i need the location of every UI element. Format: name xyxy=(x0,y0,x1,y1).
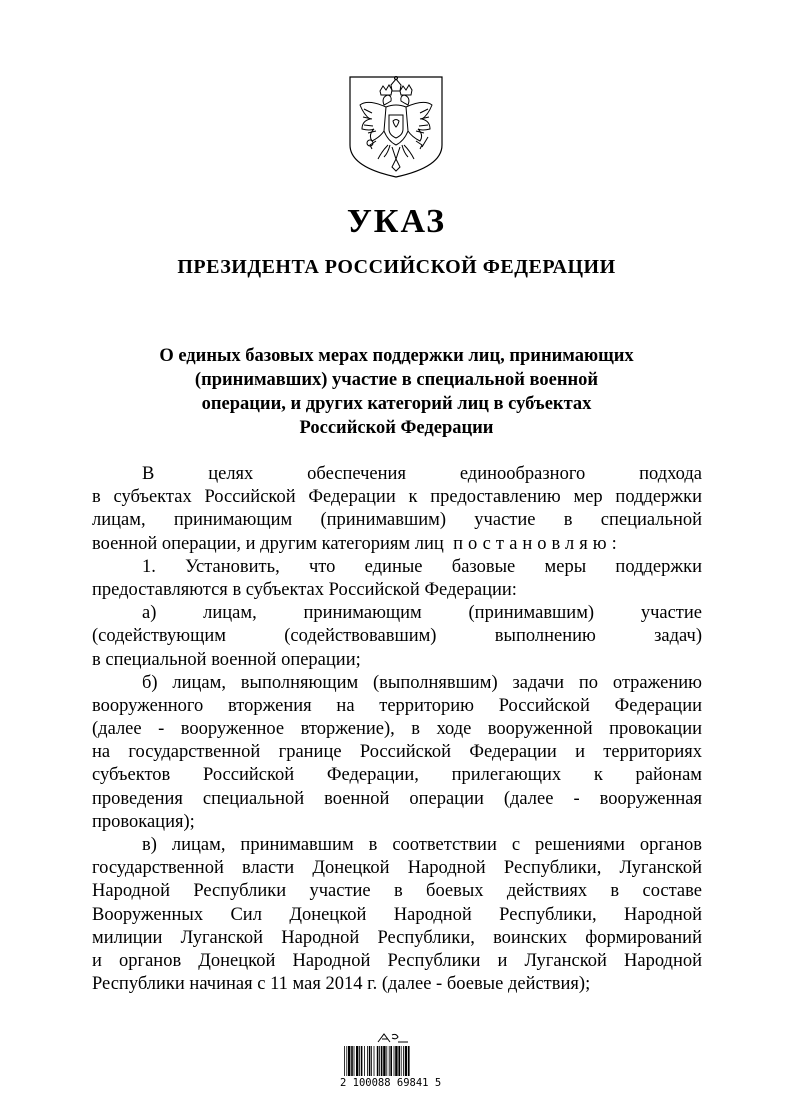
body-line: Вооруженных Сил Донецкой Народной Республики, Народной xyxy=(92,904,702,925)
document-title: УКАЗ xyxy=(346,203,447,240)
printer-logo-icon xyxy=(368,1032,414,1044)
body-line: (далее - вооруженное вторжение), в ходе вооруженной провокации xyxy=(92,719,702,740)
document-subtitle: ПРЕЗИДЕНТА РОССИЙСКОЙ ФЕДЕРАЦИИ xyxy=(177,256,616,278)
coat-of-arms-emblem xyxy=(348,75,444,179)
body-line: государственной власти Донецкой Народной Республики, Луганской xyxy=(92,858,702,879)
body-line: предоставляются в субъектах Российской Федерации: xyxy=(92,579,517,600)
body-line: лицам, принимающим (принимавшим) участие в специальной xyxy=(92,510,702,531)
body-line: Республики начиная с 11 мая 2014 г. (далее - боевые действия); xyxy=(92,974,591,995)
barcode-number: 2 100088 69841 5 xyxy=(340,1077,442,1089)
barcode xyxy=(340,1032,440,1094)
heading-line: О единых базовых мерах поддержки лиц, принимающих xyxy=(159,346,634,366)
body-line-text: военной операции, и другим категориям лиц xyxy=(92,533,444,554)
body-line: а) лицам, принимающим (принимавшим) участие xyxy=(142,603,702,624)
body-line: вооруженного вторжения на территорию Российской Федерации xyxy=(92,695,702,716)
heading-line: Российской Федерации xyxy=(299,418,494,438)
body-line xyxy=(92,533,702,556)
barcode-icon xyxy=(344,1046,436,1076)
body-line: и органов Донецкой Народной Республики и Луганской Народной xyxy=(92,950,702,971)
russian-coat-of-arms-icon xyxy=(348,75,444,179)
body-line: В целях обеспечения единообразного подхода xyxy=(142,464,702,484)
body-line: провокация); xyxy=(92,811,195,832)
body-line: в субъектах Российской Федерации к предоставлению мер поддержки xyxy=(92,487,702,508)
body-line: 1. Установить, что единые базовые меры поддержки xyxy=(142,556,702,577)
body-line: (содействующим (содействовавшим) выполнению задач) xyxy=(92,626,702,647)
body-line: милиции Луганской Народной Республики, воинских формирований xyxy=(92,927,702,948)
heading-line: (принимавших) участие в специальной военной xyxy=(194,370,599,390)
body-line: проведения специальной военной операции (далее - вооруженная xyxy=(92,788,702,809)
body-line: субъектов Российской Федерации, прилегающих к районам xyxy=(92,765,702,786)
body-line: Народной Республики участие в боевых действиях в составе xyxy=(92,881,702,902)
decree-keyword: постановляю: xyxy=(453,533,622,554)
decree-heading xyxy=(110,344,683,440)
body-line: на государственной границе Российской Федерации и территориях xyxy=(92,742,702,763)
body-line: в специальной военной операции; xyxy=(92,649,361,670)
decree-body xyxy=(92,463,702,996)
body-line: в) лицам, принимавшим в соответствии с решениями органов xyxy=(142,835,702,855)
heading-line: операции, и других категорий лиц в субъектах xyxy=(201,394,592,414)
body-line: б) лицам, выполняющим (выполнявшим) задачи по отражению xyxy=(142,672,702,693)
